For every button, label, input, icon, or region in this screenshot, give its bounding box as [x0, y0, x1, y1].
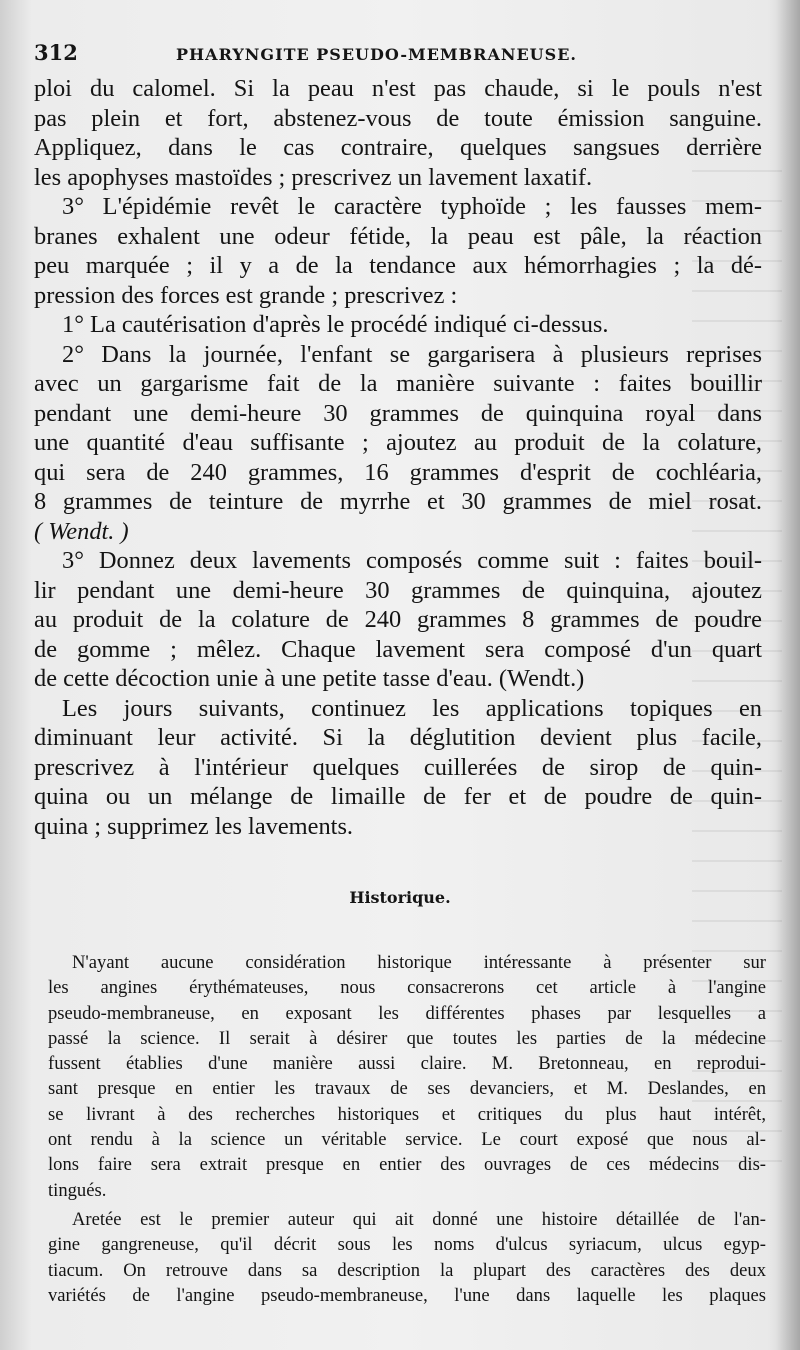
paragraph-aretee — [48, 1207, 766, 1308]
paragraph-historique-intro — [48, 950, 766, 1203]
text-line: 2° Dans la journée, l'enfant se gargarisera à plusieurs reprises — [62, 340, 762, 368]
text-line: tiacum. On retrouve dans sa description la plupart des caractères des deux — [48, 1259, 766, 1281]
text-line: Appliquez, dans le cas contraire, quelques sangsues derrière — [34, 134, 762, 161]
paragraph-cauterisation — [34, 310, 762, 340]
text-line: pseudo-membraneuse, en exposant les différentes phases par lesquelles a — [48, 1002, 766, 1024]
text-line: N'ayant aucune considération historique intéressante à présenter sur — [72, 952, 766, 973]
text-line: de gomme ; mêlez. Chaque lavement sera composé d'un quart — [34, 635, 762, 663]
historique-text — [48, 950, 766, 1308]
section-title: Historique. — [349, 888, 451, 907]
main-text — [34, 74, 762, 841]
text-line: 3° Donnez deux lavements composés comme suit : faites bouil- — [62, 547, 762, 574]
text-line: branes exhalent une odeur fétide, la peau est pâle, la réaction — [34, 222, 762, 250]
page-edge-shadow — [776, 0, 800, 1350]
text-line: pas plein et fort, abstenez-vous de toute émission sanguine. — [34, 104, 762, 132]
text-line: pression des forces est grande ; prescrivez : — [34, 281, 458, 309]
text-line: 8 grammes de teinture de myrrhe et 30 grammes de miel rosat. — [34, 488, 762, 515]
citation-wendt: ( Wendt. ) — [34, 517, 129, 545]
text-line: quina ; supprimez les lavements. — [34, 812, 354, 840]
text-line: avec un gargarisme fait de la manière suivante : faites bouillir — [34, 370, 762, 397]
text-line: Les jours suivants, continuez les applications topiques en — [62, 694, 762, 722]
page-header — [34, 40, 760, 70]
text-line: pendant une demi-heure 30 grammes de quinquina royal dans — [34, 399, 762, 427]
text-line: ont rendu à la science un véritable service. Le court exposé que nous al- — [48, 1129, 766, 1151]
text-line: Aretée est le premier auteur qui ait donné une histoire détaillée de l'an- — [72, 1208, 766, 1230]
text-line: ploi du calomel. Si la peau n'est pas chaude, si le pouls n'est — [34, 75, 762, 102]
text-line: gine gangreneuse, qu'il décrit sous les noms d'ulcus syriacum, ulcus egyp- — [48, 1234, 766, 1256]
running-head: PHARYNGITE PSEUDO-MEMBRANEUSE. — [176, 45, 577, 64]
paragraph-jours-suivants — [34, 694, 762, 842]
text-line: les angines érythémateuses, nous consacrerons cet article à l'angine — [48, 977, 766, 999]
text-line: une quantité d'eau suffisante ; ajoutez au produit de la colature, — [34, 429, 762, 456]
paragraph-lavements — [34, 546, 762, 694]
text-line: diminuant leur activité. Si la déglutition devient plus facile, — [34, 724, 762, 751]
text-line: lons faire sera extrait presque en entier des ouvrages de ces médecins dis- — [48, 1154, 766, 1176]
text-line: 1° La cautérisation d'après le procédé indiqué ci-dessus. — [62, 311, 609, 338]
text-line: fussent établies d'une manière aussi claire. M. Bretonneau, en reprodui- — [48, 1053, 766, 1075]
text-line: 3° L'épidémie revêt le caractère typhoïde ; les fausses mem- — [62, 193, 762, 220]
text-line: de cette décoction unie à une petite tasse d'eau. (Wendt.) — [34, 665, 585, 692]
paragraph-typhoide — [34, 192, 762, 310]
text-line: se livrant à des recherches historiques et critiques du plus haut intérêt, — [48, 1103, 766, 1125]
text-line: au produit de la colature de 240 grammes 8 grammes de poudre — [34, 606, 762, 633]
text-line: qui sera de 240 grammes, 16 grammes d'esprit de cochléaria, — [34, 458, 762, 486]
paragraph-calomel — [34, 74, 762, 192]
text-line: prescrivez à l'intérieur quelques cuillerées de sirop de quin- — [34, 753, 762, 781]
text-line: les apophyses mastoïdes ; prescrivez un lavement laxatif. — [34, 163, 593, 191]
text-line: peu marquée ; il y a de la tendance aux hémorrhagies ; la dé- — [34, 252, 762, 279]
text-line: variétés de l'angine pseudo-membraneuse, l'une dans laquelle les plaques — [48, 1284, 766, 1306]
text-line: quina ou un mélange de limaille de fer et de poudre de quin- — [34, 783, 762, 810]
text-line: lir pendant une demi-heure 30 grammes de quinquina, ajoutez — [34, 576, 762, 604]
page-number: 312 — [34, 40, 78, 65]
text-line: passé la science. Il serait à désirer que toutes les parties de la médecine — [48, 1027, 766, 1049]
text-line: tingués. — [48, 1179, 107, 1201]
text-line: sant presque en entier les travaux de ses devanciers, et M. Deslandes, en — [48, 1078, 766, 1100]
paragraph-gargarisme — [34, 340, 762, 547]
